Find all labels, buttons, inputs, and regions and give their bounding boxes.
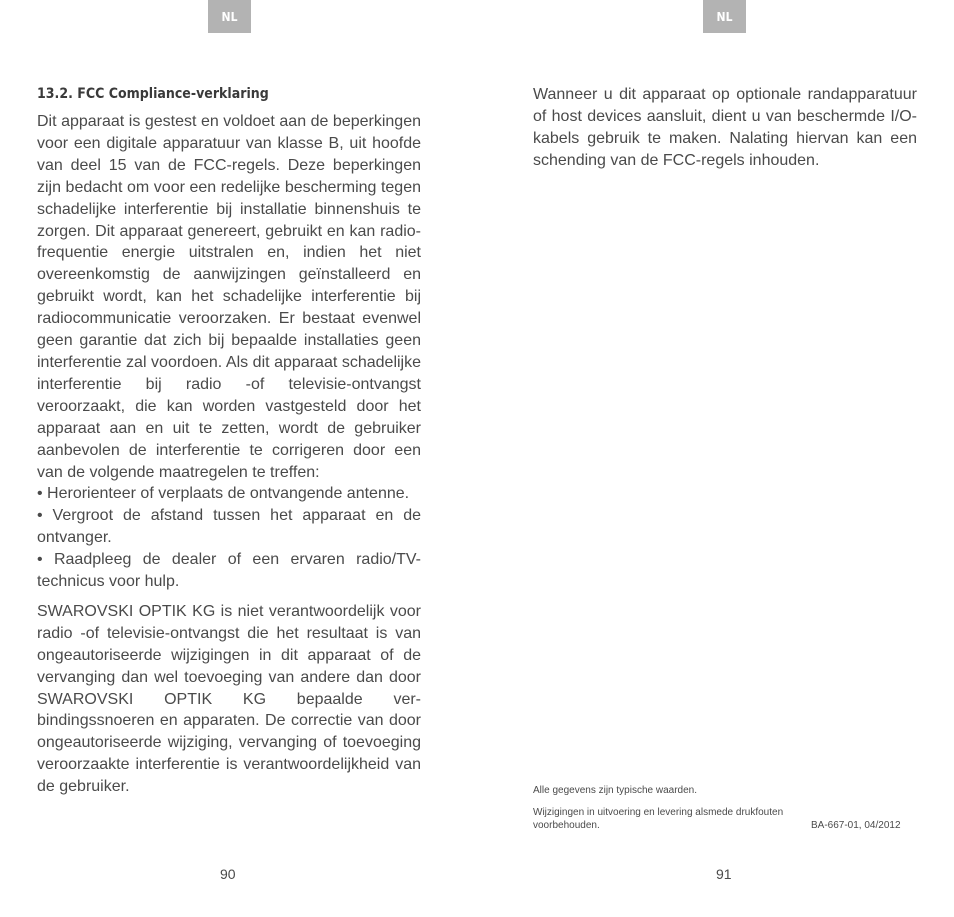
footnote-typical-values: Alle gegevens zijn typische waarden. xyxy=(533,785,697,796)
section-heading: 13.2. FCC Compliance-verklaring xyxy=(37,86,269,102)
bullet-item-3: • Raadpleeg de dealer of een ervaren radio/TV-technicus voor hulp. xyxy=(37,551,421,591)
language-tab-left: NL xyxy=(208,0,251,33)
page-number-right: 91 xyxy=(716,866,732,882)
footnote-changes-reserved: Wijzigingen in uitvoering en levering alsmede drukfouten voorbehouden. xyxy=(533,807,784,831)
document-reference: BA-667-01, 04/2012 xyxy=(811,820,901,831)
left-page-content xyxy=(37,84,421,798)
page-number-left: 90 xyxy=(220,866,236,882)
io-cable-paragraph: Wanneer u dit apparaat op optionale randapparatuur of host devices aansluit, dient u van beschermde I/O-kabels gebruik te maken. Nalating hiervan kan een schending van de FCC-regels inhouden. xyxy=(533,86,917,169)
fcc-paragraph-1: Dit apparaat is gestest en voldoet aan de beperkingen voor een digitale apparatuur van klasse B, uit hoofde van deel 15 van de FCC-regels. Deze beperkingen zijn bedacht om voor een redelijke bescherming tegen schadelijke interferentie bij installatie binnenshuis te zorgen. Dit apparaat genereert, gebruikt en kan radio-frequentie energie uitstralen en, indien het niet overeenkomstig de aanwijzingen geïnstalleerd en gebruikt wordt, kan het schadelijke interferentie bij radiocommunicatie veroorzaken. Er bestaat evenwel geen garantie dat zich bij bepaalde installaties geen interferentie zal voordoen. Als dit apparaat schadelijke interferentie bij radio -of televisie-ontvangst veroorzaakt, die kan worden vastgesteld door het apparaat aan en uit te zetten, wordt de gebruiker aanbevolen de interferentie te corrigeren door een van de volgende maatregelen te treffen: xyxy=(37,113,421,481)
fcc-paragraph-2: SWAROVSKI OPTIK KG is niet verantwoordelijk voor radio -of televisie-ontvangst die het resultaat is van ongeautoriseerde wijzigingen in dit apparaat of de vervanging dan wel toevoeging van andere dan door SWAROVSKI OPTIK KG bepaalde verbindingssnoeren en apparaten. De correctie van door ongeautoriseerde wijziging, vervanging of toevoeging veroorzaakte interferentie is verantwoordelijkheid van de gebruiker. xyxy=(37,602,421,796)
bullet-item-2: • Vergroot de afstand tussen het apparaat en de ontvanger. xyxy=(37,507,421,547)
language-tab-right: NL xyxy=(703,0,746,33)
right-page-content xyxy=(533,84,917,172)
bullet-item-1: • Herorienteer of verplaats de ontvangende antenne. xyxy=(37,485,410,503)
